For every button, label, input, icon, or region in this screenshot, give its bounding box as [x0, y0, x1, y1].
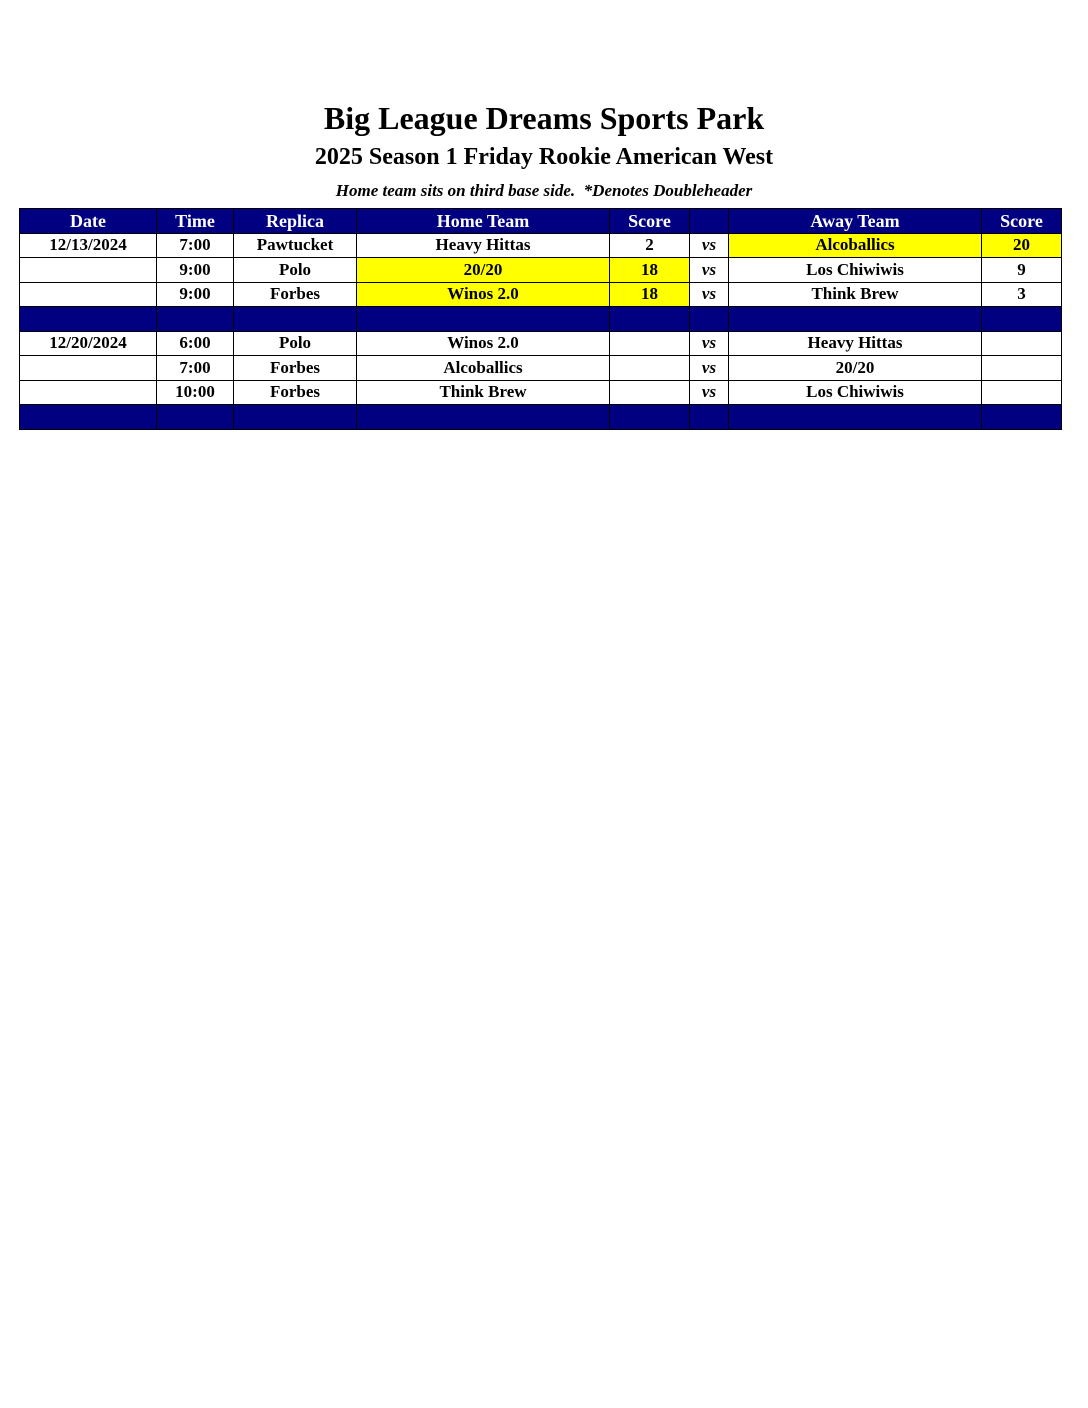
away-team: Los Chiwiwis: [729, 258, 982, 283]
separator-cell: [729, 307, 982, 332]
header-row: [20, 209, 1062, 234]
home-score: [610, 380, 690, 405]
column-header-home-team: Home Team: [357, 209, 610, 234]
away-score: [982, 356, 1062, 381]
home-team: Winos 2.0: [357, 331, 610, 356]
separator-cell: [982, 405, 1062, 430]
game-date: [20, 258, 157, 283]
separator-cell: [729, 405, 982, 430]
separator-cell: [690, 405, 729, 430]
game-replica: Forbes: [234, 356, 357, 381]
game-time: 7:00: [157, 356, 234, 381]
separator-cell: [20, 307, 157, 332]
column-header-away-score: Score: [982, 209, 1062, 234]
table-row: [20, 258, 1062, 283]
column-header-vs: [690, 209, 729, 234]
game-replica: Pawtucket: [234, 233, 357, 258]
game-date: 12/13/2024: [20, 233, 157, 258]
separator-cell: [157, 405, 234, 430]
home-team: Winos 2.0: [357, 282, 610, 307]
game-time: 7:00: [157, 233, 234, 258]
separator-cell: [157, 307, 234, 332]
column-header-date: Date: [20, 209, 157, 234]
separator-cell: [357, 405, 610, 430]
away-team: Alcoballics: [729, 233, 982, 258]
game-time: 9:00: [157, 282, 234, 307]
home-score: 18: [610, 282, 690, 307]
game-date: [20, 282, 157, 307]
table-row: [20, 233, 1062, 258]
game-date: [20, 356, 157, 381]
game-replica: Polo: [234, 331, 357, 356]
home-score: 18: [610, 258, 690, 283]
away-score: 3: [982, 282, 1062, 307]
separator-cell: [982, 307, 1062, 332]
separator-cell: [690, 307, 729, 332]
separator-cell: [234, 405, 357, 430]
away-team: Think Brew: [729, 282, 982, 307]
schedule-table: [19, 208, 1062, 430]
away-score: [982, 331, 1062, 356]
page-title: Big League Dreams Sports Park: [323, 100, 765, 136]
game-date: 12/20/2024: [20, 331, 157, 356]
vs-label: vs: [690, 282, 729, 307]
game-time: 6:00: [157, 331, 234, 356]
home-score: [610, 356, 690, 381]
away-score: [982, 380, 1062, 405]
home-score: [610, 331, 690, 356]
separator-cell: [610, 405, 690, 430]
week-separator-row: [20, 307, 1062, 332]
week-separator-row: [20, 405, 1062, 430]
vs-label: vs: [690, 331, 729, 356]
separator-cell: [20, 405, 157, 430]
away-team: Heavy Hittas: [729, 331, 982, 356]
away-team: Los Chiwiwis: [729, 380, 982, 405]
table-row: [20, 282, 1062, 307]
game-replica: Forbes: [234, 282, 357, 307]
home-team: 20/20: [357, 258, 610, 283]
column-header-home-score: Score: [610, 209, 690, 234]
separator-cell: [610, 307, 690, 332]
game-replica: Polo: [234, 258, 357, 283]
vs-label: vs: [690, 258, 729, 283]
table-row: [20, 380, 1062, 405]
column-header-replica: Replica: [234, 209, 357, 234]
vs-label: vs: [690, 356, 729, 381]
separator-cell: [357, 307, 610, 332]
home-score: 2: [610, 233, 690, 258]
away-score: 20: [982, 233, 1062, 258]
column-header-away-team: Away Team: [729, 209, 982, 234]
game-time: 10:00: [157, 380, 234, 405]
home-team: Alcoballics: [357, 356, 610, 381]
vs-label: vs: [690, 233, 729, 258]
home-team: Heavy Hittas: [357, 233, 610, 258]
away-score: 9: [982, 258, 1062, 283]
schedule-note: Home team sits on third base side. *Denotes Doubleheader: [335, 181, 753, 200]
table-row: [20, 331, 1062, 356]
table-row: [20, 356, 1062, 381]
game-date: [20, 380, 157, 405]
game-time: 9:00: [157, 258, 234, 283]
page-subtitle: 2025 Season 1 Friday Rookie American West: [314, 144, 774, 170]
game-replica: Forbes: [234, 380, 357, 405]
home-team: Think Brew: [357, 380, 610, 405]
away-team: 20/20: [729, 356, 982, 381]
column-header-time: Time: [157, 209, 234, 234]
vs-label: vs: [690, 380, 729, 405]
separator-cell: [234, 307, 357, 332]
